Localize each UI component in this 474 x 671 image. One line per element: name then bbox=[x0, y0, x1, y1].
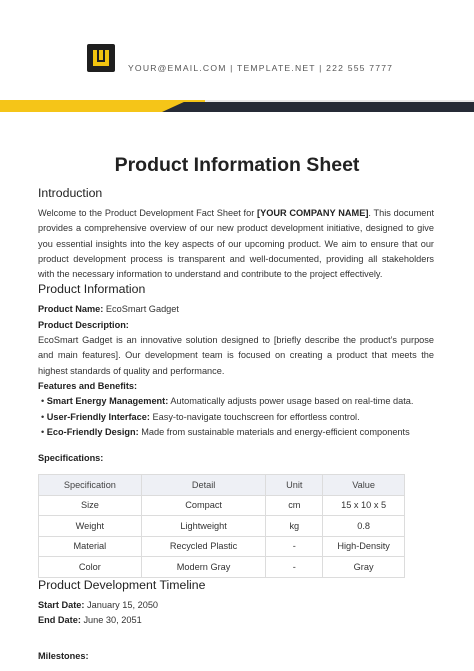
table-cell: Gray bbox=[323, 557, 405, 578]
specifications-label: Specifications: bbox=[38, 453, 104, 463]
table-cell: Size bbox=[39, 495, 142, 516]
table-cell: Modern Gray bbox=[141, 557, 266, 578]
column-header: Specification bbox=[39, 475, 142, 496]
product-info-heading: Product Information bbox=[38, 282, 146, 296]
table-cell: High-Density bbox=[323, 536, 405, 557]
table-cell: Lightweight bbox=[141, 516, 266, 537]
table-row bbox=[39, 536, 405, 557]
column-header: Unit bbox=[266, 475, 323, 496]
table-cell: - bbox=[266, 536, 323, 557]
header-band-dark bbox=[162, 102, 474, 112]
page-title: Product Information Sheet bbox=[114, 154, 360, 176]
column-header: Value bbox=[323, 475, 405, 496]
table-row bbox=[39, 495, 405, 516]
table-row bbox=[39, 516, 405, 537]
intro-heading: Introduction bbox=[38, 186, 103, 200]
end-date: End Date: June 30, 2051 bbox=[38, 615, 142, 625]
table-cell: 15 x 10 x 5 bbox=[323, 495, 405, 516]
table-cell: kg bbox=[266, 516, 323, 537]
table-cell: Compact bbox=[141, 495, 266, 516]
feature-item: • User-Friendly Interface: Easy-to-navigate touchscreen for effortless control. bbox=[41, 412, 360, 422]
table-cell: Weight bbox=[39, 516, 142, 537]
table-cell: 0.8 bbox=[323, 516, 405, 537]
logo bbox=[87, 44, 115, 72]
table-row bbox=[39, 557, 405, 578]
feature-item: • Eco-Friendly Design: Made from sustainable materials and energy-efficient components bbox=[41, 427, 410, 437]
specifications-table bbox=[38, 474, 405, 578]
milestones-label: Milestones: bbox=[38, 651, 89, 661]
feature-item: • Smart Energy Management: Automatically adjusts power usage based on real-time data. bbox=[41, 396, 414, 406]
product-description-label: Product Description: bbox=[38, 320, 129, 330]
table-cell: cm bbox=[266, 495, 323, 516]
features-label: Features and Benefits: bbox=[38, 381, 138, 391]
product-description: EcoSmart Gadget is an innovative solution designed to [briefly describe the product’s purpose and main features]. Our development team is focused on creating a product that meets the highest standards of quality and performance. bbox=[38, 335, 434, 376]
timeline-heading: Product Development Timeline bbox=[38, 578, 206, 592]
contact-info: YOUR@EMAIL.COM | TEMPLATE.NET | 222 555 7777 bbox=[128, 63, 394, 73]
column-header: Detail bbox=[141, 475, 266, 496]
intro-paragraph: Welcome to the Product Development Fact Sheet for [YOUR COMPANY NAME]. This document provides a comprehensive overview of our new product development initiative, designed to give you essential insights into the key aspects of our upcoming product. We aim to ensure that our product development process is transparent and well-documented, providing all stakeholders with the necessary information to understand and contribute to the project effectively. bbox=[38, 208, 435, 280]
product-name: Product Name: EcoSmart Gadget bbox=[38, 304, 179, 314]
table-header-row bbox=[39, 475, 405, 496]
table-cell: - bbox=[266, 557, 323, 578]
table-cell: Recycled Plastic bbox=[141, 536, 266, 557]
table-cell: Material bbox=[39, 536, 142, 557]
start-date: Start Date: January 15, 2050 bbox=[38, 600, 159, 610]
table-cell: Color bbox=[39, 557, 142, 578]
